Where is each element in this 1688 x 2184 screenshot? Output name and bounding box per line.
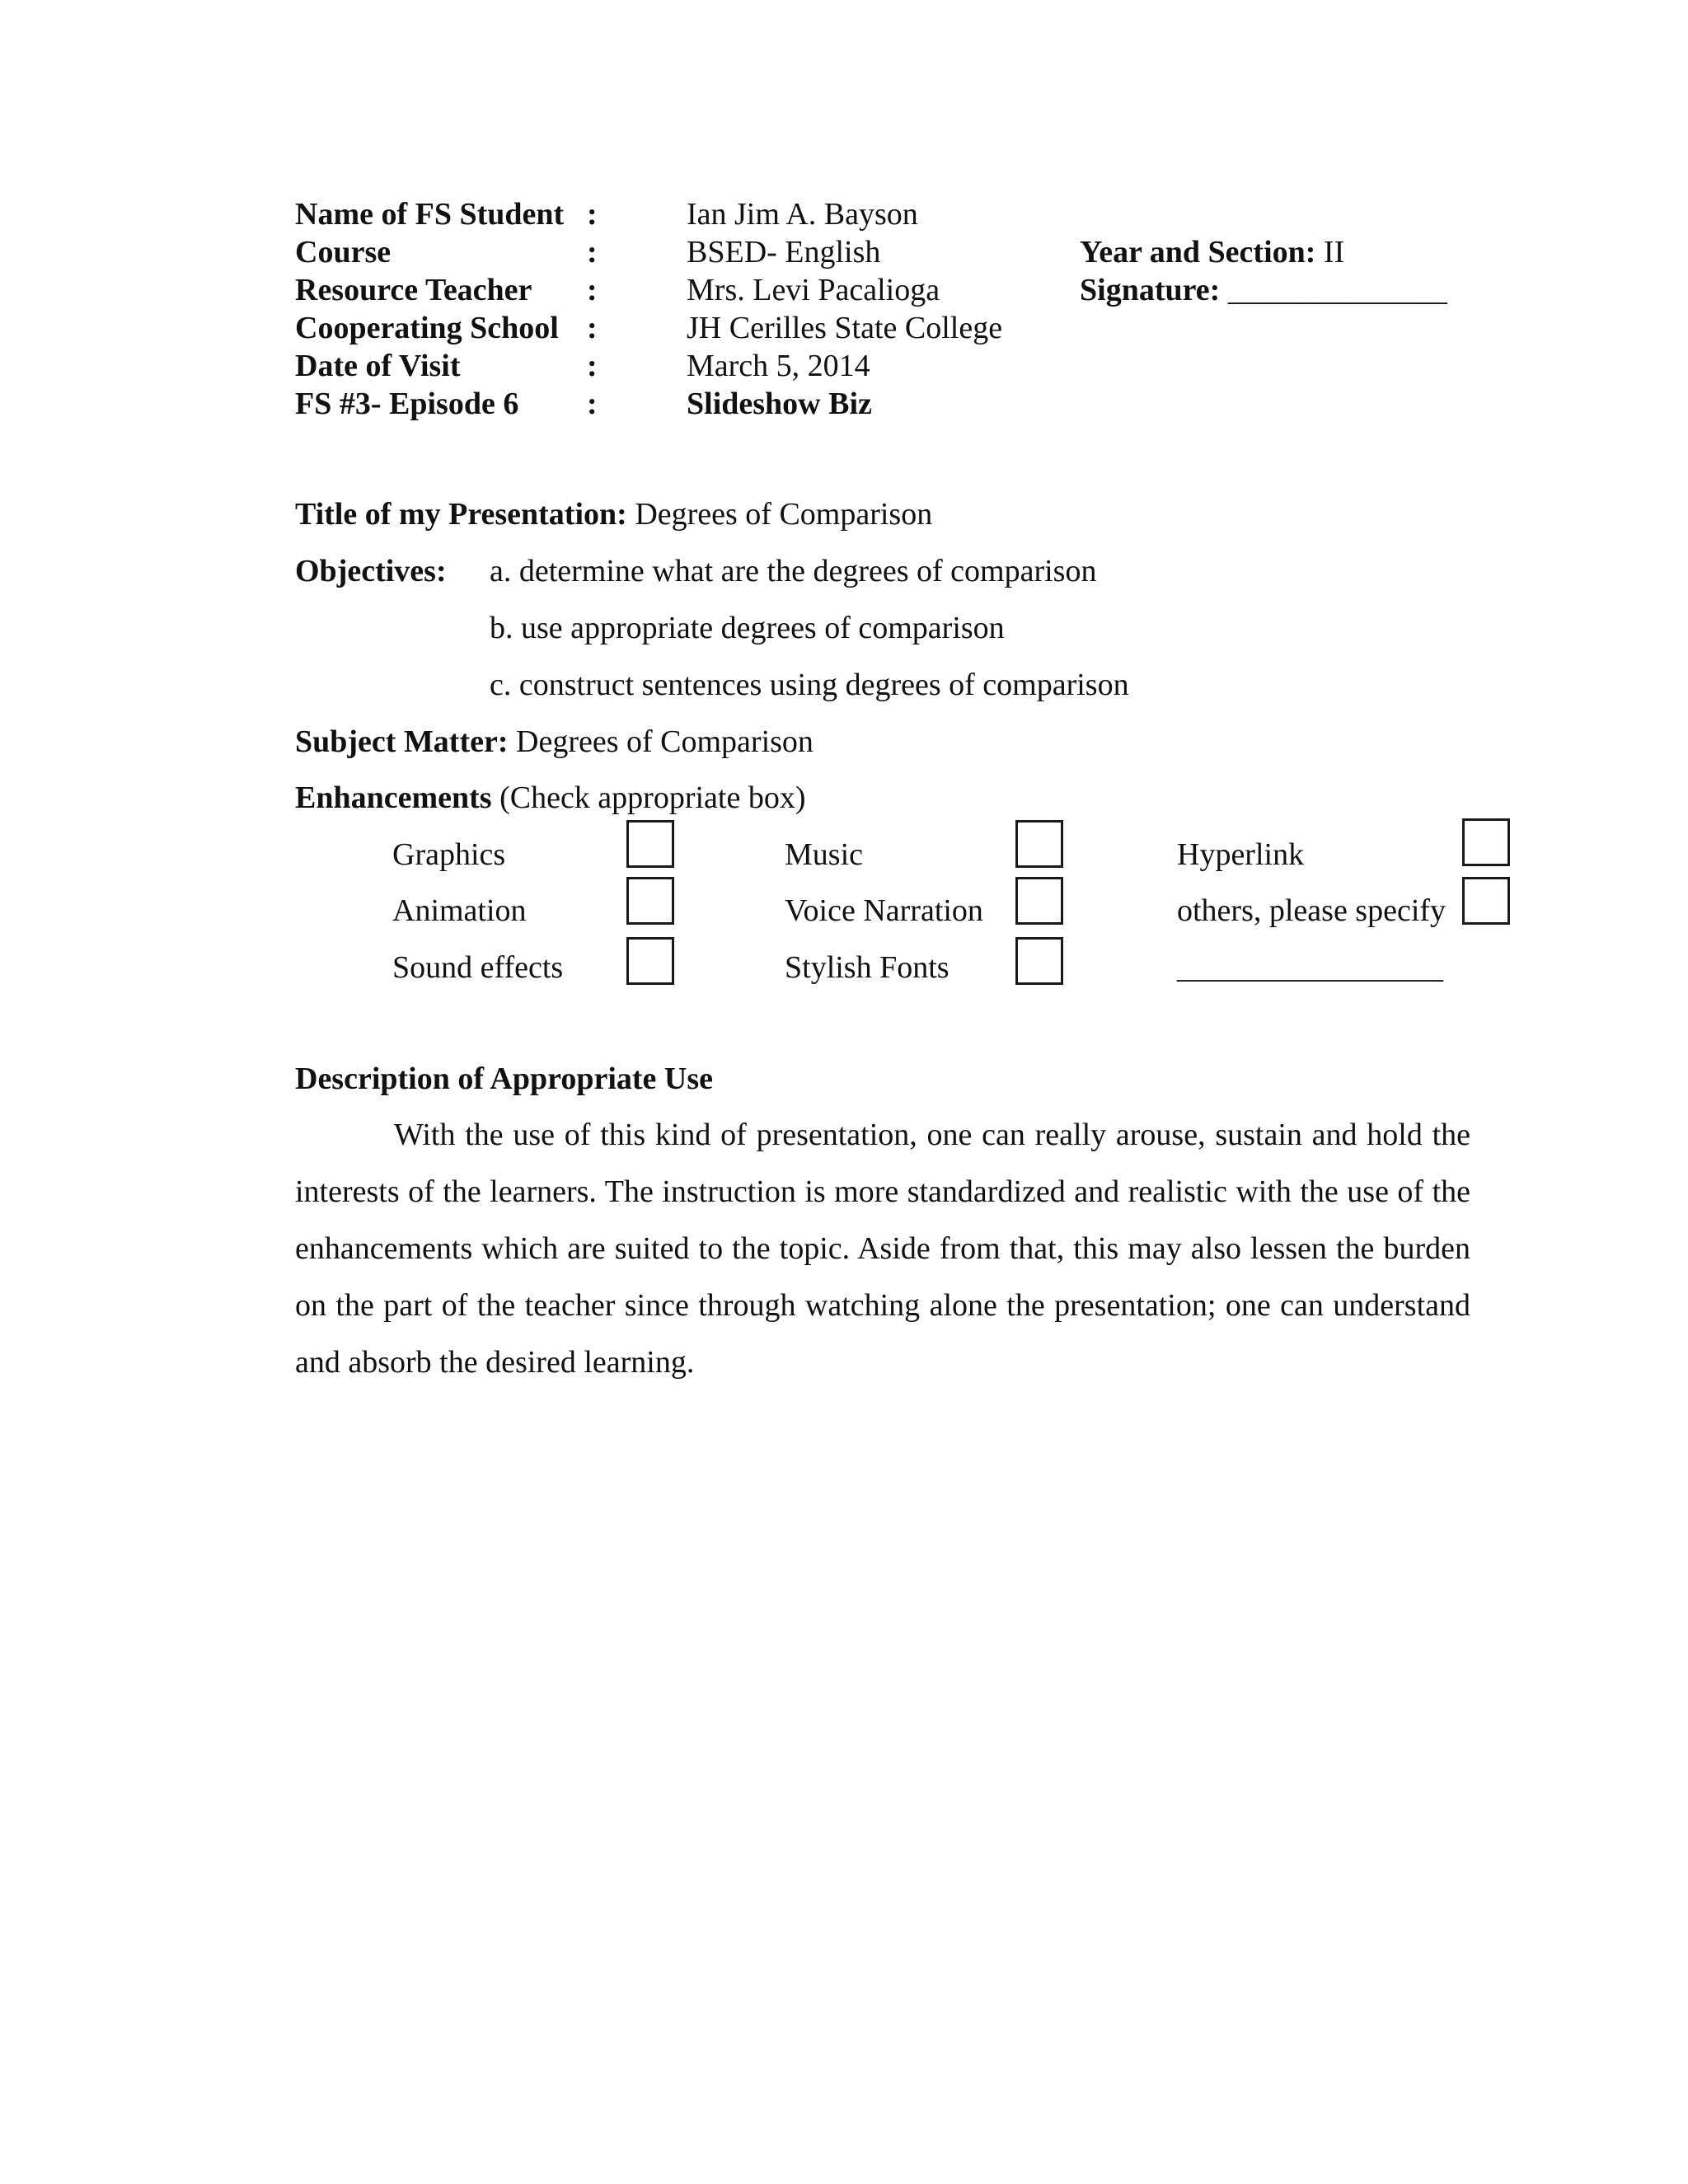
year-section xyxy=(1080,233,1344,271)
student-name-value: Ian Jim A. Bayson xyxy=(687,197,918,232)
enhancements-hint: (Check appropriate box) xyxy=(499,780,806,815)
colon: : xyxy=(587,311,598,345)
cooperating-school-value: JH Cerilles State College xyxy=(687,311,1003,345)
colon: : xyxy=(587,197,598,232)
subject-matter-label: Subject Matter: xyxy=(295,724,509,759)
others-checkbox[interactable] xyxy=(1462,877,1510,925)
date-of-visit-label: Date of Visit xyxy=(295,349,461,383)
episode-label: FS #3- Episode 6 xyxy=(295,387,519,421)
year-section-label: Year and Section: xyxy=(1080,235,1316,269)
stylish-fonts-checkbox[interactable] xyxy=(1015,937,1063,985)
enhancement-option-label: Sound effects xyxy=(392,950,564,985)
enhancements-label: Enhancements xyxy=(295,780,492,815)
student-name-label: Name of FS Student xyxy=(295,197,565,232)
cooperating-school-label: Cooperating School xyxy=(295,311,559,345)
course-label: Course xyxy=(295,235,392,269)
enhancement-option-label: Graphics xyxy=(392,837,506,872)
sound-effects-checkbox[interactable] xyxy=(626,937,674,985)
enhancement-option-label: Animation xyxy=(392,893,527,928)
graphics-checkbox[interactable] xyxy=(626,820,674,868)
colon: : xyxy=(587,387,598,421)
enhancement-option-label: others, please specify xyxy=(1177,893,1447,928)
signature-label: Signature: xyxy=(1080,273,1221,307)
hyperlink-checkbox[interactable] xyxy=(1462,818,1510,866)
colon: : xyxy=(587,349,598,383)
objectives-label: Objectives: xyxy=(295,554,447,588)
year-section-value: II xyxy=(1323,235,1345,269)
signature xyxy=(1080,271,1447,309)
presentation-title-label: Title of my Presentation: xyxy=(295,497,627,532)
subject-matter-value: Degrees of Comparison xyxy=(516,724,814,759)
colon: : xyxy=(587,273,598,307)
description-paragraph xyxy=(295,1107,1470,1391)
colon: : xyxy=(587,235,598,269)
voice-narration-checkbox[interactable] xyxy=(1015,877,1063,925)
presentation-title xyxy=(295,495,932,533)
objective-item: b. use appropriate degrees of comparison xyxy=(490,611,1005,645)
enhancements-heading xyxy=(295,779,806,817)
date-of-visit-value: March 5, 2014 xyxy=(687,349,870,383)
resource-teacher-value: Mrs. Levi Pacalioga xyxy=(687,273,940,307)
description-heading: Description of Appropriate Use xyxy=(295,1062,713,1096)
enhancement-option-label: Hyperlink xyxy=(1177,837,1305,872)
subject-matter xyxy=(295,723,814,761)
episode-value: Slideshow Biz xyxy=(687,387,872,421)
presentation-title-value: Degrees of Comparison xyxy=(635,497,933,532)
course-value: BSED- English xyxy=(687,235,881,269)
enhancement-option-label: Voice Narration xyxy=(785,893,983,928)
resource-teacher-label: Resource Teacher xyxy=(295,273,532,307)
music-checkbox[interactable] xyxy=(1015,820,1063,868)
enhancement-option-label: Music xyxy=(785,837,863,872)
objective-item: c. construct sentences using degrees of comparison xyxy=(490,668,1129,702)
animation-checkbox[interactable] xyxy=(626,877,674,925)
others-specify-line[interactable]: _________________ xyxy=(1177,950,1443,985)
signature-line: ______________ xyxy=(1227,273,1447,307)
description-text: With the use of this kind of presentation, one can really arouse, sustain and hold the interests of the learners. The instruction is more standardized and realistic with the use of the enhancements which are suited to the topic. Aside from that, this may also lessen the burden on the part of the teacher since through watching alone the presentation; one can understand and absorb the desired learning. xyxy=(295,1118,1470,1380)
objective-item: a. determine what are the degrees of comparison xyxy=(490,554,1097,588)
enhancement-option-label: Stylish Fonts xyxy=(785,950,950,985)
